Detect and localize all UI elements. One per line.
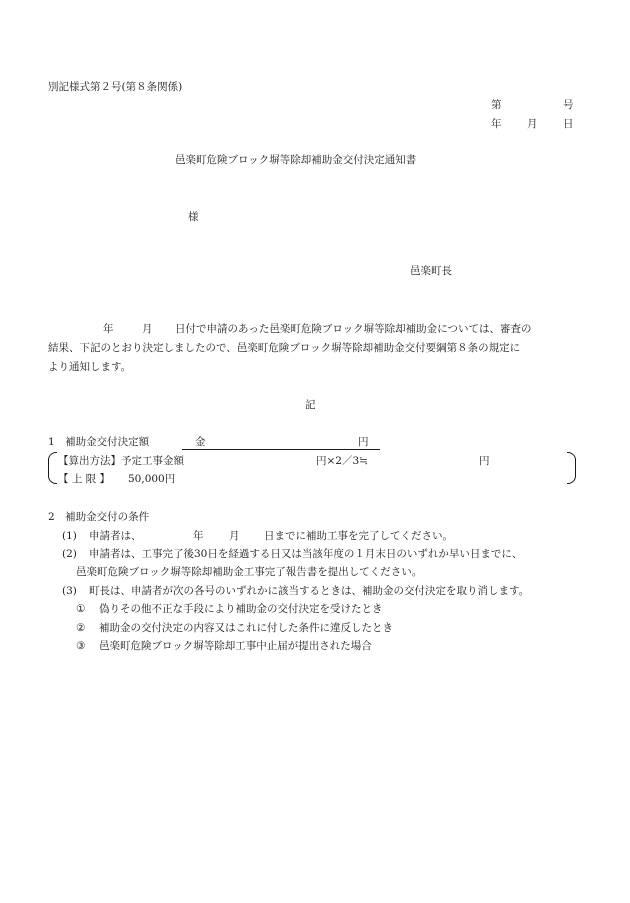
limit-value: 50,000円: [128, 473, 176, 485]
number-dai: 第: [491, 99, 502, 111]
addressee-suffix: 様: [188, 211, 199, 223]
sub-item-1-number: ①: [76, 603, 86, 615]
body-month: 月: [142, 323, 153, 335]
section2-heading: 2 補助金交付の条件: [48, 511, 150, 523]
section1-heading: 1 補助金交付決定額: [48, 436, 150, 448]
amount-kin: 金: [195, 436, 206, 448]
sub-item-3-number: ③: [76, 640, 86, 652]
sub-item-2-number: ②: [76, 622, 86, 634]
item1-year: 年: [193, 530, 204, 542]
item1-text-a: 申請者は、: [89, 530, 142, 542]
item1-month: 月: [229, 530, 240, 542]
document-title: 邑楽町危険ブロック塀等除却補助金交付決定通知書: [175, 154, 417, 166]
sub-item-3-text: 邑楽町危険ブロック塀等除却工事中止届が提出された場合: [99, 640, 372, 652]
sub-item-1-text: 偽りその他不正な手段により補助金の交付決定を受けたとき: [99, 603, 383, 615]
item2-number: (2): [62, 548, 77, 560]
calc-left-brace: [48, 452, 57, 484]
limit-label: 【 上 限 】: [58, 473, 111, 485]
item1-number: (1): [62, 530, 77, 542]
calc-formula: 円×2／3≒: [316, 455, 368, 467]
item2-line1: 申請者は、工事完了後30日を経過する日又は当該年度の１月末日のいずれか早い日までに、: [89, 548, 523, 560]
issuer: 邑楽町長: [410, 265, 452, 277]
date-year: 年: [491, 118, 502, 130]
item3-number: (3): [62, 585, 77, 597]
date-month: 月: [527, 118, 538, 130]
number-go: 号: [563, 99, 574, 111]
ki-heading: 記: [305, 399, 316, 411]
form-label: 別記様式第２号(第８条関係): [48, 81, 183, 93]
calc-label: 【算出方法】予定工事金額: [58, 455, 184, 467]
body-line3: より通知します。: [48, 361, 132, 373]
sub-item-2-text: 補助金の交付決定の内容又はこれに付した条件に違反したとき: [99, 622, 393, 634]
amount-yen: 円: [358, 436, 369, 448]
item2-line2: 邑楽町危険ブロック塀等除却補助金工事完了報告書を提出してください。: [76, 566, 423, 578]
body-line1: 日付で申請のあった邑楽町危険ブロック塀等除却補助金については、審査の: [175, 323, 532, 335]
amount-underline: [182, 437, 380, 450]
item1-text-d: 日までに補助工事を完了してください。: [264, 530, 453, 542]
body-year: 年: [103, 323, 114, 335]
date-day: 日: [563, 118, 574, 130]
item3-text: 町長は、申請者が次の各号のいずれかに該当するときは、補助金の交付決定を取り消します。: [89, 585, 530, 597]
body-line2: 結果、下記のとおり決定しましたので、邑楽町危険ブロック塀等除却補助金交付要綱第８条の規定に: [48, 342, 521, 354]
calc-right-brace: [567, 452, 576, 484]
calc-yen: 円: [479, 455, 490, 467]
